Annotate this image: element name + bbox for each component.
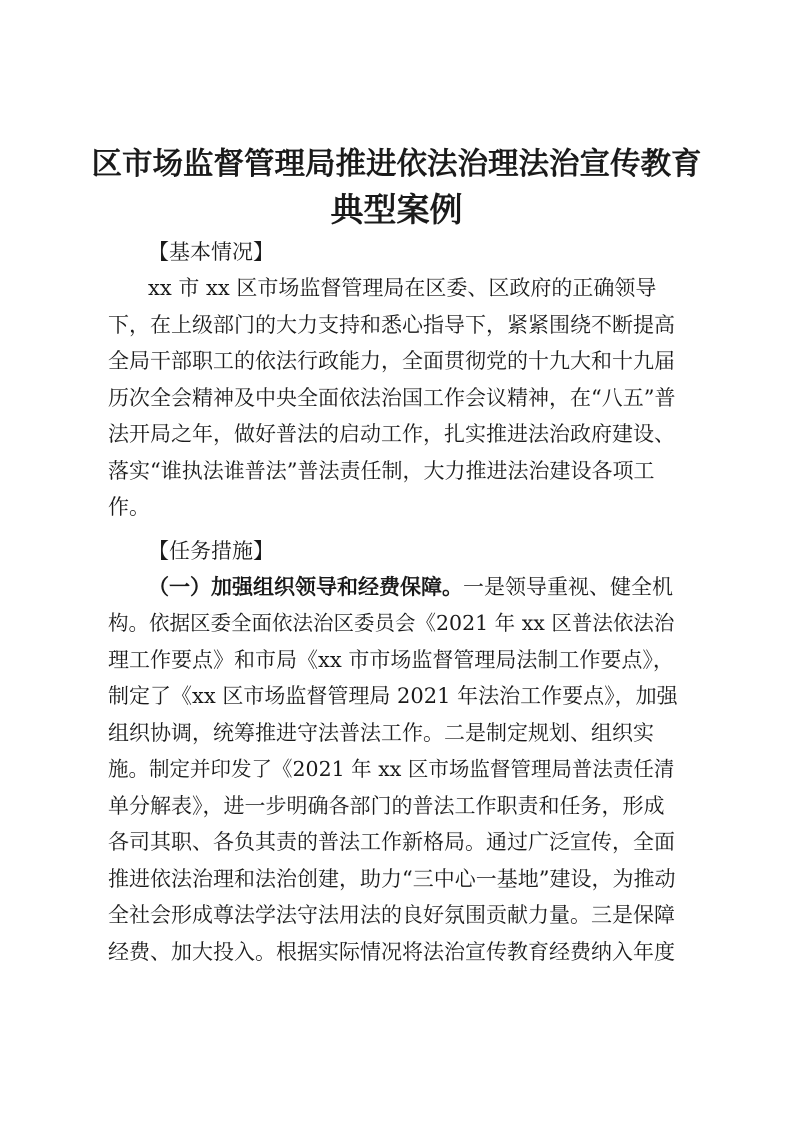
paragraph-line: xx 市 xx 区市场监督管理局在区委、区政府的正确领导: [148, 276, 657, 300]
paragraph-text: 一是领导重视、健全机: [463, 575, 673, 599]
paragraph-line: 单分解表》，进一步明确各部门的普法工作职责和任务，形成: [108, 794, 665, 818]
section-heading-basic: 【基本情况】: [148, 240, 274, 264]
paragraph-line: 法开局之年，做好普法的启动工作，扎实推进法治政府建设、: [108, 422, 675, 446]
paragraph-line: 推进依法治理和法治创建，助力“三中心一基地”建设，为推动: [108, 867, 676, 891]
paragraph-line: 经费、加大投入。根据实际情况将法治宣传教育经费纳入年度: [108, 940, 675, 964]
paragraph-line: 历次全会精神及中央全面依法治国工作会议精神，在“八五”普: [108, 386, 676, 410]
paragraph-line: 组织协调，统筹推进守法普法工作。二是制定规划、组织实: [108, 721, 654, 745]
paragraph-line: 全局干部职工的依法行政能力，全面贯彻党的十九大和十九届: [108, 349, 675, 373]
document-title-line-1: 区市场监督管理局推进依法治理法治宣传教育: [91, 146, 702, 182]
document-title-line-2: 典型案例: [330, 190, 463, 229]
subsection-heading: （一）加强组织领导和经费保障。: [148, 574, 463, 599]
paragraph-line: 制定了《xx 区市场监督管理局 2021 年法治工作要点》，加强: [108, 684, 678, 708]
paragraph-line: [148, 573, 673, 601]
paragraph-line: 理工作要点》和市局《xx 市市场监督管理局法制工作要点》，: [108, 648, 674, 672]
paragraph-line: 施。制定并印发了《2021 年 xx 区市场监督管理局普法责任清: [108, 757, 675, 781]
paragraph-line: 落实“谁执法谁普法”普法责任制，大力推进法治建设各项工: [108, 459, 655, 483]
paragraph-line: 各司其职、各负其责的普法工作新格局。通过广泛宣传，全面: [108, 830, 675, 854]
paragraph-line: 全社会形成尊法学法守法用法的良好氛围贡献力量。三是保障: [108, 903, 675, 927]
paragraph-line: 构。依据区委全面依法治区委员会《2021 年 xx 区普法依法治: [108, 611, 675, 635]
paragraph-line: 下，在上级部门的大力支持和悉心指导下，紧紧围绕不断提高: [108, 313, 675, 337]
section-heading-tasks: 【任务措施】: [148, 539, 274, 563]
paragraph-line: 作。: [108, 495, 150, 519]
